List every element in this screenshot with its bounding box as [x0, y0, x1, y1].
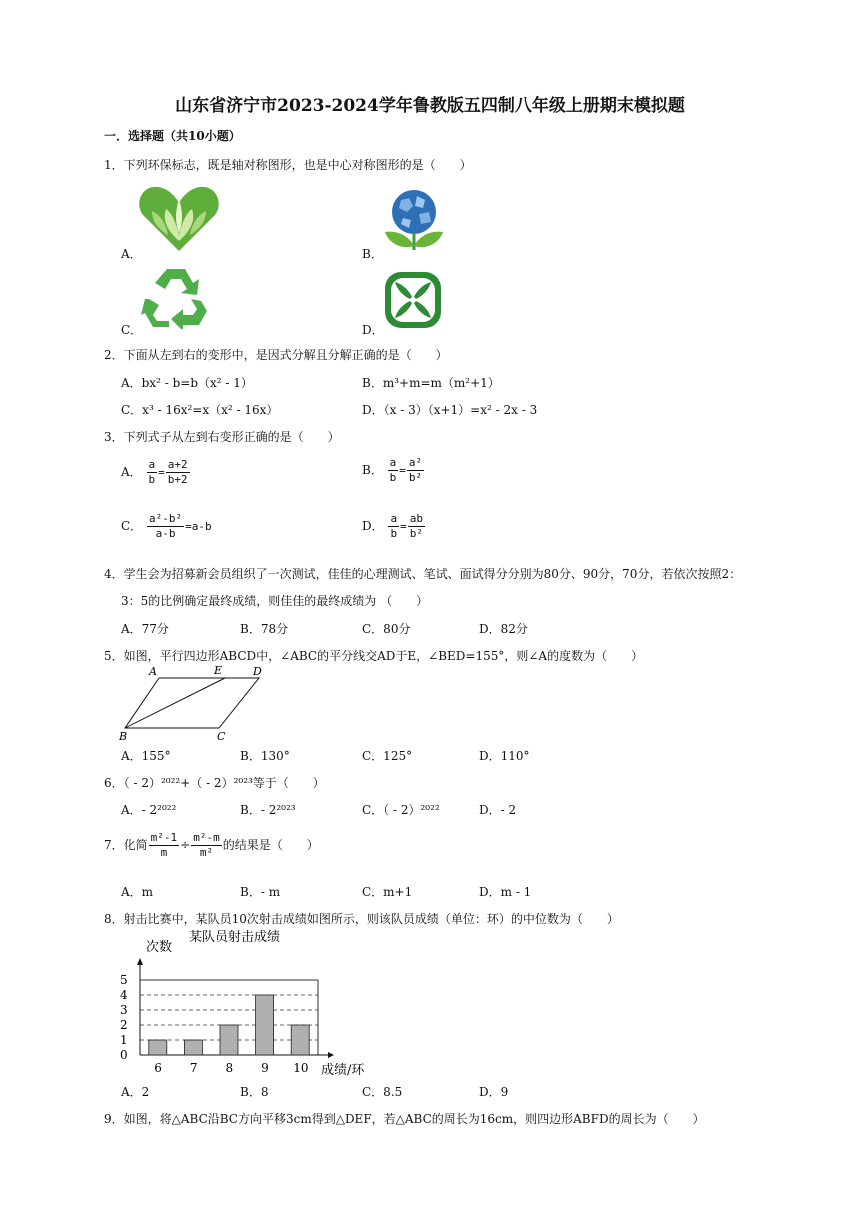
question-1-stem: 1．下列环保标志，既是轴对称图形，也是中心对称图形的是（ ）: [104, 158, 472, 172]
x-axis-arrow: [328, 1052, 334, 1058]
label-b: B: [119, 730, 128, 742]
fraction: $\frac{\text{m²-m}}{\text{m²}}$: [193, 831, 220, 859]
fraction: $\frac{\text{a²-b²}}{a-b}$: [149, 512, 183, 540]
q5-option-a: A．155°: [121, 749, 171, 763]
bar-chart: [110, 925, 400, 1080]
q3-option-b: B． $\frac{a}{b}$ = $\frac{\text{a²}}{\text{b²}}$: [362, 456, 423, 484]
q3-d-label: D．: [362, 519, 384, 533]
q3-a-label: A．: [121, 465, 142, 479]
divide-sign: ÷: [180, 838, 191, 852]
fraction: $\frac{a}{b}$: [148, 458, 156, 486]
q2-option-d: D．（x - 3）（x+1）=x² - 2x - 3: [362, 403, 538, 417]
question-9-stem: 9．如图，将△ABC沿BC方向平移3cm得到△DEF，若△ABC的周长为16cm，则四边形ABFD的周长为（ ）: [104, 1112, 705, 1126]
question-4-stem-line1: 4．学生会为招募新会员组织了一次测试，佳佳的心理测试、笔试、面试得分分别为80分、90分，70分，若依次按照2：: [104, 567, 742, 581]
label-e: E: [214, 664, 223, 677]
q3-option-a: A． $\frac{a}{b}$ = $\frac{a+2}{b+2}$: [121, 458, 188, 486]
q1-option-b: B．: [362, 247, 383, 261]
q6-option-c: C．（ - 2）²⁰²²: [362, 803, 440, 817]
q5-option-d: D．110°: [479, 749, 530, 763]
q2-option-b: B．m³+m=m（m²+1）: [362, 376, 500, 390]
label-a: A: [149, 665, 157, 678]
q5-option-c: C．125°: [362, 749, 413, 763]
bar: [149, 1040, 167, 1055]
q6-option-b: B．- 2²⁰²³: [240, 803, 296, 817]
q2-option-a: A．bx² - b=b（x² - 1）: [121, 376, 253, 390]
question-4-stem-line2: 3：5的比例确定最终成绩，则佳佳的最终成绩为 （ ）: [121, 594, 429, 608]
bar: [184, 1040, 202, 1055]
page-title: 山东省济宁市2023-2024学年鲁教版五四制八年级上册期末模拟题: [175, 96, 685, 116]
y-tick-label: 3: [120, 1003, 128, 1017]
q6-option-a: A．- 2²⁰²²: [121, 803, 177, 817]
question-2-stem: 2．下面从左到右的变形中，是因式分解且分解正确的是（ ）: [104, 348, 448, 362]
q4-option-d: D．82分: [479, 622, 528, 636]
q7-option-c: C．m+1: [362, 885, 413, 899]
question-6-stem: 6．（ - 2）²⁰²²+（ - 2）²⁰²³等于（ ）: [104, 776, 325, 790]
label-c: C: [217, 730, 226, 742]
q3-c-label: C．: [121, 519, 143, 533]
x-tick-label: 7: [189, 1061, 198, 1075]
y-axis-arrow: [137, 958, 143, 965]
y-tick-label: 0: [120, 1048, 128, 1062]
q7-option-b: B．- m: [240, 885, 281, 899]
y-tick-label: 4: [120, 988, 128, 1002]
q2-option-c: C．x³ - 16x²=x（x² - 16x）: [121, 403, 279, 417]
fraction: $\frac{a}{b}$: [390, 512, 398, 540]
bar: [220, 1025, 238, 1055]
y-tick-label: 2: [120, 1018, 128, 1032]
question-7-stem: [104, 831, 319, 860]
q1-option-d: D．: [362, 323, 384, 337]
q4-option-b: B．78分: [240, 622, 289, 636]
x-tick-label: 6: [154, 1061, 162, 1075]
label-d: D: [253, 665, 262, 678]
y-tick-label: 1: [120, 1033, 128, 1047]
leaf-heart-icon: [138, 183, 220, 253]
fraction: $\frac{\text{m²-1}}{m}$: [150, 831, 178, 859]
q7-suffix: 的结果是（ ）: [222, 838, 319, 852]
q3-option-c: C． $\frac{\text{a²-b²}}{a-b}$ =a-b: [121, 512, 212, 540]
section-heading: 一．选择题（共10小题）: [104, 129, 241, 143]
globe-flower-icon: [383, 188, 445, 254]
y-axis-label: 次数: [146, 940, 173, 955]
q8-option-c: C．8.5: [362, 1085, 403, 1099]
fraction: $\frac{a}{b}$: [389, 456, 397, 484]
q7-option-a: A．m: [121, 885, 154, 899]
parallelogram-figure: [115, 662, 275, 742]
q7-prefix: 7．化简: [104, 838, 148, 852]
four-leaf-icon: [385, 272, 441, 328]
q1-option-a: A．: [121, 247, 142, 261]
fraction: $\frac{ab}{\text{b²}}$: [409, 512, 423, 540]
bar: [291, 1025, 309, 1055]
x-tick-label: 10: [293, 1061, 309, 1075]
q4-option-a: A．77分: [121, 622, 169, 636]
q5-option-b: B．130°: [240, 749, 290, 763]
q8-option-a: A．2: [121, 1085, 150, 1099]
chart-title: 某队员射击成绩: [189, 930, 281, 945]
q6-option-d: D．- 2: [479, 803, 517, 817]
question-8-stem: 8．射击比赛中，某队员10次射击成绩如图所示，则该队员成绩（单位：环）的中位数为（ ）: [104, 912, 619, 926]
x-tick-label: 8: [225, 1061, 234, 1075]
q1-option-c: C．: [121, 323, 143, 337]
q8-option-b: B．8: [240, 1085, 269, 1099]
q7-option-d: D．m - 1: [479, 885, 532, 899]
question-5-stem: 5．如图，平行四边形ABCD中，∠ABC的平分线交AD于E，∠BED=155°，则∠A的度数为（ ）: [104, 649, 644, 663]
x-axis-label: 成绩/环: [321, 1063, 365, 1078]
bar-chart-svg: [110, 925, 400, 1080]
bar: [256, 995, 274, 1055]
x-tick-label: 9: [261, 1061, 269, 1075]
y-tick-label: 5: [120, 973, 128, 987]
q3-option-d: D． $\frac{a}{b}$ = $\frac{ab}{\text{b²}}$: [362, 512, 423, 540]
recycle-icon: [141, 265, 211, 329]
q4-option-c: C．80分: [362, 622, 411, 636]
question-3-stem: 3．下列式子从左到右变形正确的是（ ）: [104, 430, 340, 444]
q8-option-d: D．9: [479, 1085, 509, 1099]
fraction: $\frac{a+2}{b+2}$: [167, 458, 188, 486]
fraction: $\frac{\text{a²}}{\text{b²}}$: [408, 456, 423, 484]
q3-b-label: B．: [362, 463, 383, 477]
